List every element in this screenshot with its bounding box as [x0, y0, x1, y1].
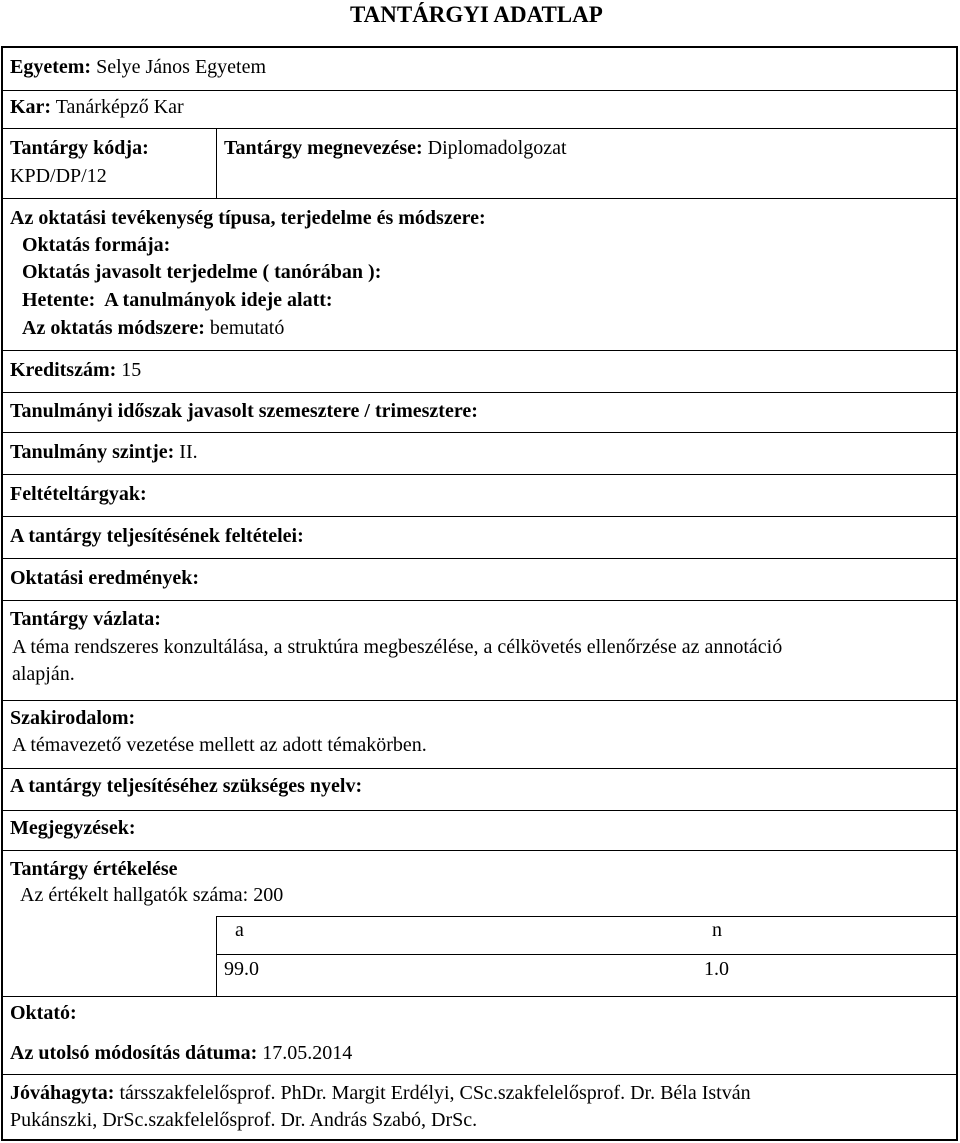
- approved-row: [10, 1080, 751, 1106]
- university-label: Egyetem:: [10, 56, 92, 78]
- row-divider: [3, 700, 956, 701]
- literature-label: Szakirodalom:: [10, 707, 136, 729]
- last-modified-label: Az utolsó módosítás dátuma:: [10, 1042, 258, 1064]
- faculty-label: Kar:: [10, 96, 52, 118]
- eval-column-n: n: [712, 919, 722, 941]
- subject-code-value: KPD/DP/12: [10, 165, 107, 187]
- credits-label: Kreditszám:: [10, 359, 117, 381]
- eval-value-a: 99.0: [224, 958, 259, 980]
- outline-label: Tantárgy vázlata:: [10, 608, 161, 630]
- eval-value-n: 1.0: [704, 958, 729, 980]
- semester-label: Tanulmányi időszak javasolt szemesztere / trimesztere:: [10, 400, 478, 422]
- eval-table-border: [216, 954, 956, 955]
- teaching-heading: Az oktatási tevékenység típusa, terjedelme és módszere:: [10, 207, 486, 229]
- evaluation-students: Az értékelt hallgatók száma: 200: [20, 884, 284, 906]
- teaching-form-label: Oktatás formája:: [22, 234, 171, 256]
- last-modified-row: [10, 1040, 352, 1066]
- teaching-method-row: [22, 315, 284, 341]
- teaching-method-label: Az oktatás módszere:: [22, 317, 205, 339]
- column-divider: [216, 128, 217, 198]
- row-divider: [3, 850, 956, 851]
- row-divider: [3, 128, 956, 129]
- credits-row: [10, 357, 141, 383]
- teaching-during-label: A tanulmányok ideje alatt:: [104, 289, 333, 311]
- literature-value: A témavezető vezetése mellett az adott témakörben.: [12, 734, 427, 756]
- eval-column-a: a: [235, 919, 244, 941]
- teaching-scope-label: Oktatás javasolt terjedelme ( tanórában ):: [22, 261, 382, 283]
- outline-text-line1: A téma rendszeres konzultálása, a struktúra megbeszélése, a célkövetés ellenőrzése az annotáció: [12, 636, 783, 658]
- teaching-method-value: bemutató: [209, 317, 285, 339]
- level-value: II.: [179, 441, 198, 463]
- row-divider: [3, 350, 956, 351]
- language-label: A tantárgy teljesítéséhez szükséges nyelv:: [10, 775, 363, 797]
- credits-value: 15: [121, 359, 142, 381]
- notes-label: Megjegyzések:: [10, 817, 136, 839]
- university-value: Selye János Egyetem: [96, 56, 267, 78]
- page-title: TANTÁRGYI ADATLAP: [350, 2, 603, 27]
- faculty-value: Tanárképző Kar: [55, 96, 184, 118]
- level-label: Tanulmány szintje:: [10, 441, 175, 463]
- row-divider: [3, 1074, 956, 1075]
- teaching-weekly-label: Hetente:: [22, 289, 96, 311]
- approved-label: Jóváhagyta:: [10, 1082, 115, 1104]
- conditions-label: A tantárgy teljesítésének feltételei:: [10, 525, 304, 547]
- level-row: [10, 439, 198, 465]
- row-divider: [3, 558, 956, 559]
- evaluation-label: Tantárgy értékelése: [10, 858, 178, 880]
- row-divider: [3, 474, 956, 475]
- row-divider: [3, 516, 956, 517]
- teaching-weekly-row: [22, 287, 333, 313]
- eval-table-border: [216, 996, 956, 997]
- subject-name-row: [224, 135, 567, 161]
- eval-table-border: [216, 916, 217, 996]
- subject-name-label: Tantárgy megnevezése:: [224, 137, 423, 159]
- subject-code-label: Tantárgy kódja:: [10, 137, 149, 159]
- outcomes-label: Oktatási eredmények:: [10, 567, 200, 589]
- lecturer-label: Oktató:: [10, 1002, 77, 1024]
- subject-name-value: Diplomadolgozat: [427, 137, 567, 159]
- outline-text-line2: alapján.: [12, 663, 75, 685]
- faculty-row: [10, 94, 184, 120]
- prerequisites-label: Feltételtárgyak:: [10, 483, 147, 505]
- last-modified-value: 17.05.2014: [262, 1042, 353, 1064]
- row-divider: [3, 90, 956, 91]
- row-divider: [3, 198, 956, 199]
- approved-line2: Pukánszki, DrSc.szakfelelősprof. Dr. András Szabó, DrSc.: [10, 1109, 478, 1131]
- row-divider: [3, 768, 956, 769]
- eval-table-border: [216, 916, 956, 917]
- row-divider: [3, 432, 956, 433]
- approved-line1: társszakfelelősprof. PhDr. Margit Erdélyi, CSc.szakfelelősprof. Dr. Béla István: [119, 1082, 751, 1104]
- row-divider: [3, 392, 956, 393]
- row-divider: [3, 600, 956, 601]
- row-divider: [3, 810, 956, 811]
- university-row: [10, 54, 266, 80]
